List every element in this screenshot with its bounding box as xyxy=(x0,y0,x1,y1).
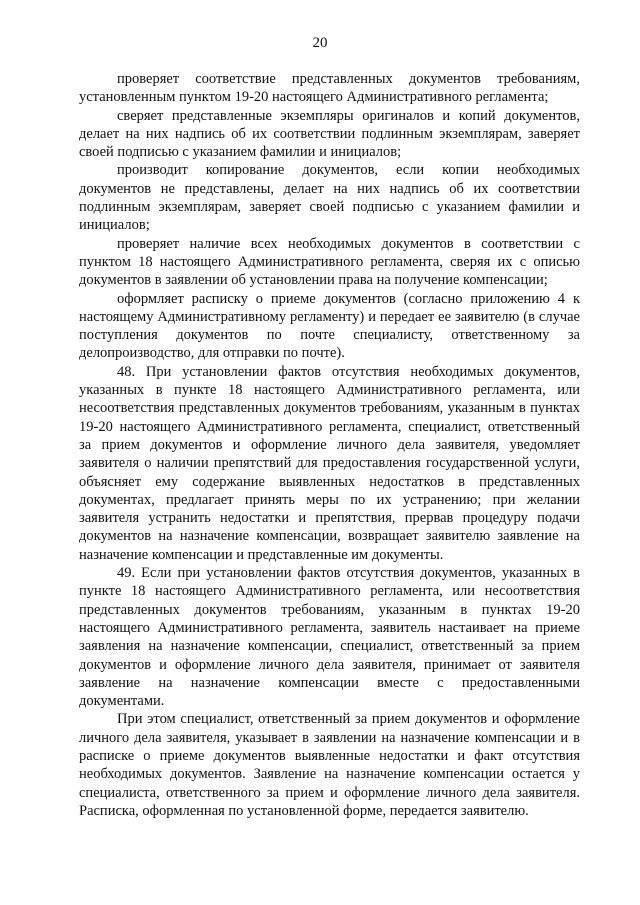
document-body xyxy=(79,70,580,820)
paragraph: оформляет расписку о приеме документов (согласно приложению 4 к настоящему Административному регламенту) и передает ее заявителю (в случае поступления документов по почте специалисту, ответственному за делопроизводство, для отправки по почте). xyxy=(79,290,580,362)
paragraph: проверяет соответствие представленных документов требованиям, установленным пунктом 19-20 настоящего Административного регламента; xyxy=(79,71,580,106)
paragraph-item-48: 48. При установлении фактов отсутствия необходимых документов, указанных в пункте 18 настоящего Административного регламента, или несоответствия представленных документов требованиям, указанным в пунктах 19-20 настоящего Административного регламента, специалист, ответственный за прием документов и оформление личного дела заявителя, уведомляет заявителя о наличии препятствий для предоставления государственной услуги, объясняет ему содержание выявленных недостатков в представленных документах, предлагает принять меры по их устранению; при желании заявителя устранить недостатки и препятствия, прервав процедуру подачи документов на назначение компенсации, возвращает заявителю заявление на назначение компенсации и представленные им документы. xyxy=(79,363,580,563)
paragraph: проверяет наличие всех необходимых документов в соответствии с пунктом 18 настоящего Административного регламента, сверяя их с описью документов в заявлении об установлении права на получение компенсации; xyxy=(79,235,580,289)
paragraph: сверяет представленные экземпляры оригиналов и копий документов, делает на них надпись об их соответствии подлинным экземплярам, заверяет своей подписью с указанием фамилии и инициалов; xyxy=(79,107,580,161)
paragraph: При этом специалист, ответственный за прием документов и оформление личного дела заявителя, указывает в заявлении на назначение компенсации и в расписке о приеме документов выявленные недостатки и факт отсутствия необходимых документов. Заявление на назначение компенсации остается у специалиста, ответственного за прием и оформление личного дела заявителя. Расписка, оформленная по установленной форме, передается заявителю. xyxy=(79,711,580,819)
paragraph-item-49: 49. Если при установлении фактов отсутствия документов, указанных в пункте 18 настоящего Административного регламента, или несоответствия представленных документов требованиям, указанным в пунктах 19-20 настоящего Административного регламента, заявитель настаивает на приеме заявления на назначение компенсации, специалист, ответственный за прием документов и оформление личного дела заявителя, принимает от заявителя заявление на назначение компенсации вместе с предоставленными документами. xyxy=(79,565,580,710)
page-number: 20 xyxy=(312,35,328,51)
paragraph: производит копирование документов, если копии необходимых документов не представлены, делает на них надпись об их соответствии подлинным экземплярам, заверяет своей подписью с указанием фамилии и инициалов; xyxy=(79,162,580,234)
